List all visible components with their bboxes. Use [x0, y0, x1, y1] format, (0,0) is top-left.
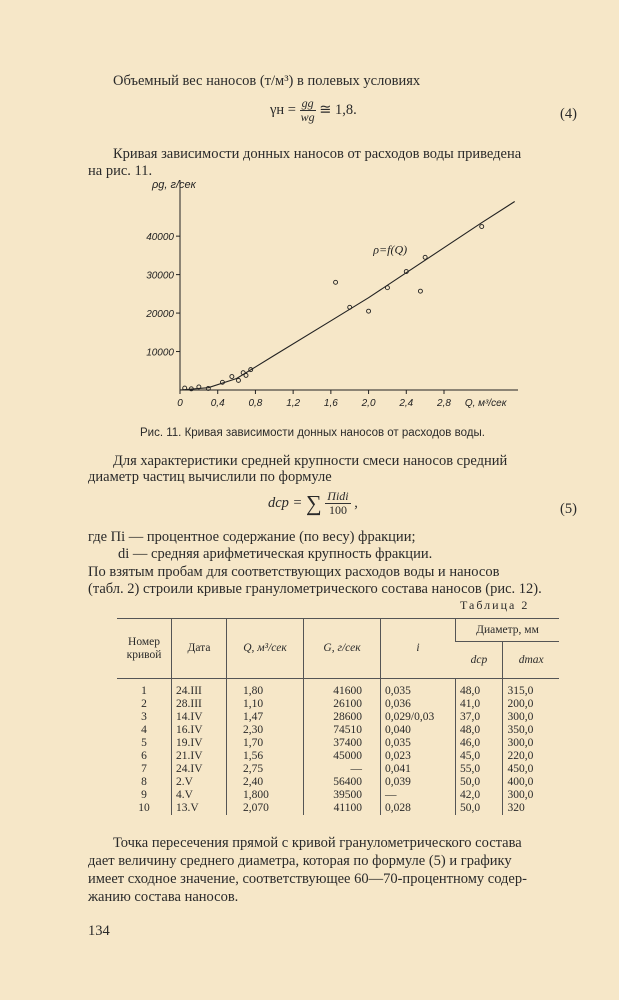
table-row [117, 802, 559, 815]
table-cell: 19.IV [172, 737, 227, 750]
table-cell: 1,56 [227, 750, 304, 763]
fit-curve [180, 202, 515, 391]
para1-line1: Кривая зависимости донных наносов от расходов воды приведена [113, 146, 522, 162]
chart-points-group [183, 225, 484, 391]
table-row [117, 776, 559, 789]
table-2 [117, 618, 559, 815]
chart-labels-group [145, 180, 508, 409]
data-point [236, 378, 240, 382]
table-cell: 1,80 [227, 679, 304, 699]
table-cell: 56400 [304, 776, 381, 789]
table-cell: 1,10 [227, 698, 304, 711]
table-cell: 2,40 [227, 776, 304, 789]
table-cell: 48,0 [456, 679, 503, 699]
table-cell: 4.V [172, 789, 227, 802]
para4-line3: имеет сходное значение, соответствующее 60—70-процентному содер- [88, 871, 527, 887]
table-cell: 0,041 [381, 763, 456, 776]
table-cell: 8 [141, 776, 147, 788]
data-point [385, 286, 389, 290]
table-row [117, 724, 559, 737]
table-cell: 1,70 [227, 737, 304, 750]
table-cell: 46,0 [456, 737, 503, 750]
data-point [244, 373, 248, 377]
header-date: Дата [172, 619, 227, 679]
y-tick-label: 20000 [146, 309, 174, 321]
y-tick-label: 10000 [146, 347, 174, 359]
where-line2: di — средняя арифметическая крупность фракции. [118, 546, 433, 562]
data-point [423, 255, 427, 259]
table-cell: 21.IV [172, 750, 227, 763]
para3-line1: По взятым пробам для соответствующих расходов воды и наносов [88, 564, 500, 580]
x-tick-label: 0 [177, 398, 183, 409]
table-cell: 14.IV [172, 711, 227, 724]
table-cell: 28600 [304, 711, 381, 724]
formula-4-num: gg [301, 96, 314, 110]
curve-label: ρ=f(Q) [373, 242, 408, 257]
table-cell: 74510 [304, 724, 381, 737]
table-cell: 300,0 [503, 737, 559, 750]
table-cell: 37,0 [456, 711, 503, 724]
header-q: Q, м³/сек [227, 619, 304, 679]
formula-5-num: Πidi [327, 489, 349, 503]
header-dcp: dср [456, 642, 503, 679]
data-point [418, 289, 422, 293]
formula-4 [270, 97, 357, 124]
y-axis-label: ρg, г/сек [152, 180, 196, 191]
table-cell: 10 [138, 802, 150, 814]
formula-5-den: 100 [328, 503, 347, 517]
table-cell: 41100 [304, 802, 381, 815]
header-g: G, г/сек [304, 619, 381, 679]
table-cell: 0,039 [381, 776, 456, 789]
table-cell: 1,47 [227, 711, 304, 724]
table-cell: 50,0 [456, 776, 503, 789]
x-tick-label: 0,4 [210, 398, 225, 409]
table-cell: 45,0 [456, 750, 503, 763]
table-cell: 450,0 [503, 763, 559, 776]
formula-5-number: (5) [560, 501, 577, 517]
table-cell: 5 [141, 737, 147, 749]
table-body [117, 679, 559, 816]
table-row [117, 737, 559, 750]
table-cell: 4 [141, 724, 147, 736]
formula-4-den: wg [300, 110, 315, 124]
table-row [117, 711, 559, 724]
x-tick-label: 1,6 [323, 398, 338, 409]
formula-5-end: , [354, 495, 358, 511]
table-cell: 2.V [172, 776, 227, 789]
table-cell: 6 [141, 750, 147, 762]
para2-line1: Для характеристики средней крупности смеси наносов средний [113, 453, 508, 469]
table-cell: 0,023 [381, 750, 456, 763]
table-cell: 350,0 [503, 724, 559, 737]
table-cell: 320 [503, 802, 559, 815]
table-cell: 13.V [172, 802, 227, 815]
formula-5-fraction [325, 490, 350, 517]
table-cell: 0,036 [381, 698, 456, 711]
table-row [117, 698, 559, 711]
header-curve-number: Номер кривой [117, 619, 172, 679]
x-tick-label: 1,2 [286, 398, 301, 409]
data-point [334, 280, 338, 284]
table-cell: 45000 [304, 750, 381, 763]
formula-4-number: (4) [560, 106, 577, 122]
table-cell: 26100 [304, 698, 381, 711]
data-point [230, 375, 234, 379]
table-cell: 41600 [304, 679, 381, 699]
where-line1: где Πi — процентное содержание (по весу) фракции; [88, 529, 416, 545]
figure-caption: Рис. 11. Кривая зависимости донных наносов от расходов воды. [140, 427, 485, 439]
table-cell: 9 [141, 789, 147, 801]
table-cell: 37400 [304, 737, 381, 750]
chart-axes [176, 180, 518, 394]
table-cell: 2 [141, 698, 147, 710]
table-row [117, 679, 559, 699]
figure-11-chart [140, 180, 540, 420]
table-cell: 41,0 [456, 698, 503, 711]
table-cell: 300,0 [503, 711, 559, 724]
table-cell: 24.III [172, 679, 227, 699]
table-cell: 2,070 [227, 802, 304, 815]
chart-curve-group [180, 202, 515, 391]
page-number: 134 [88, 923, 110, 939]
x-tick-label: 2,8 [437, 398, 451, 409]
header-diameter: Диаметр, мм [456, 619, 560, 642]
para3-line2: (табл. 2) строили кривые гранулометрического состава наносов (рис. 12). [88, 581, 542, 597]
data-point [367, 309, 371, 313]
table-cell: 7 [141, 763, 147, 775]
table-cell: 1 [141, 685, 147, 697]
table-cell: 0,035 [381, 737, 456, 750]
table-cell: 16.IV [172, 724, 227, 737]
table-cell: 220,0 [503, 750, 559, 763]
para4-line4: жанию состава наносов. [88, 889, 239, 905]
table-cell: 24.IV [172, 763, 227, 776]
table-cell: 42,0 [456, 789, 503, 802]
table-cell: 0,035 [381, 679, 456, 699]
intro-line: Объемный вес наносов (т/м³) в полевых условиях [113, 73, 421, 89]
table-cell: 48,0 [456, 724, 503, 737]
formula-4-rhs: ≅ 1,8. [319, 102, 357, 118]
table-cell: 200,0 [503, 698, 559, 711]
x-axis-label: Q, м³/сек [464, 398, 507, 409]
table-cell: 55,0 [456, 763, 503, 776]
table-cell: 28.III [172, 698, 227, 711]
table-cell: 300,0 [503, 789, 559, 802]
header-i: i [381, 619, 456, 679]
table-cell: 2,75 [227, 763, 304, 776]
table-cell: 1,800 [227, 789, 304, 802]
table-cell: 315,0 [503, 679, 559, 699]
table-row [117, 763, 559, 776]
table-cell: 39500 [304, 789, 381, 802]
table-cell: 50,0 [456, 802, 503, 815]
table-cell: 2,30 [227, 724, 304, 737]
y-tick-label: 30000 [146, 270, 174, 282]
formula-5-sum: ∑ [305, 490, 322, 516]
x-tick-label: 2,4 [399, 398, 414, 409]
table-label: Таблица 2 [460, 598, 530, 612]
table-cell: — [304, 763, 381, 776]
formula-5 [268, 490, 358, 517]
formula-5-lhs: dср = [268, 495, 303, 511]
table-cell: 0,040 [381, 724, 456, 737]
x-tick-label: 0,8 [248, 398, 263, 409]
table-row [117, 789, 559, 802]
data-point [480, 225, 484, 229]
para4-line1: Точка пересечения прямой с кривой гранулометрического состава [113, 835, 522, 851]
formula-4-lhs: γн = [270, 102, 296, 118]
table-row [117, 750, 559, 763]
para4-line2: дает величину среднего диаметра, которая по формуле (5) и графику [88, 853, 512, 869]
table-cell: 3 [141, 711, 147, 723]
table-cell: 0,028 [381, 802, 456, 815]
table-cell: 0,029/0,03 [381, 711, 456, 724]
formula-4-fraction [300, 97, 316, 124]
y-tick-label: 40000 [146, 232, 174, 244]
x-tick-label: 2,0 [361, 398, 376, 409]
table-cell: — [381, 789, 456, 802]
table-cell: 400,0 [503, 776, 559, 789]
para2-line2: диаметр частиц вычислили по формуле [88, 469, 332, 485]
header-dmax: dmax [503, 642, 559, 679]
para1-line2: на рис. 11. [88, 163, 153, 179]
